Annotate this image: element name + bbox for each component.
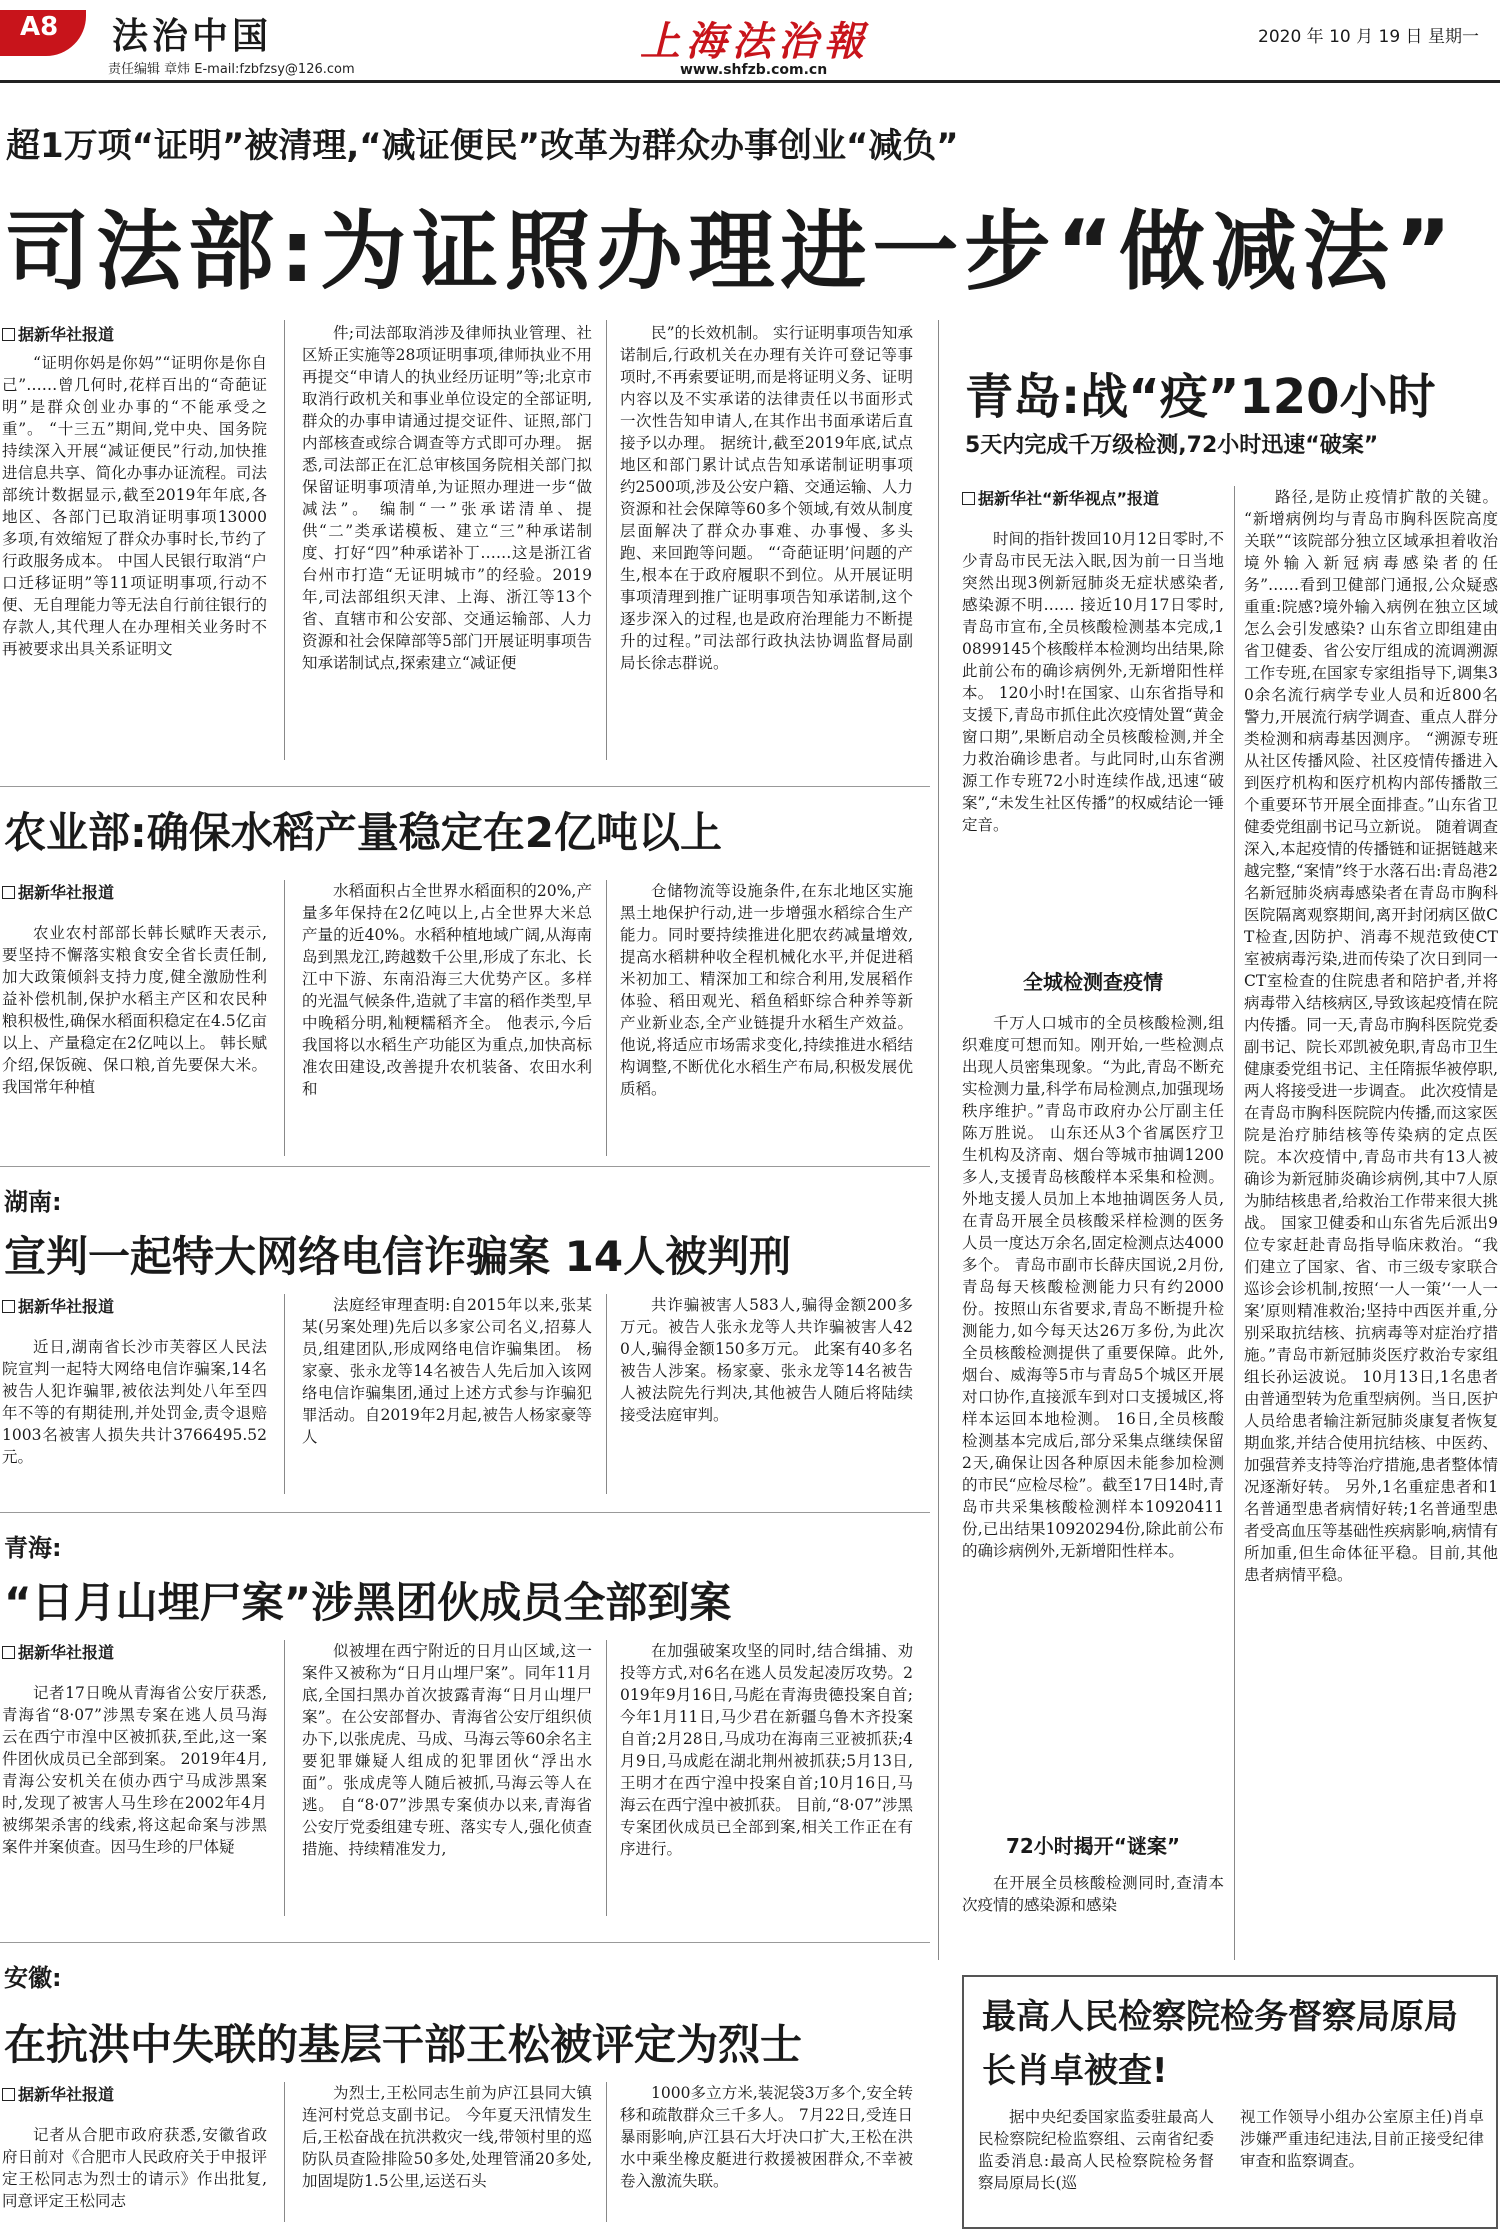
anhui-column-3: 1000多立方米,装泥袋3万多个,安全转移和疏散群众三千多人。 7月22日,受连日暴雨影响,庐江县石大圩决口扩大,王松在洪水中乘坐橡皮艇进行救援被困群众,不幸被卷入激流失联。 [620,2084,913,2190]
anhui-byline: 据新华社报道 [2,2082,114,2105]
anhui-column-1: 记者从合肥市政府获悉,安徽省政府日前对《合肥市人民政府关于申报评定王松同志为烈士的请示》作出批复,同意评定王松同志 [2,2126,267,2210]
hunan-column-3: 共诈骗被害人583人,骗得金额200多万元。被告人张永龙等人共诈骗被害人420人,骗得金额150多万元。 此案有40多名被告人涉案。杨家豪、张永龙等14名被告人被法院先行判决,其他被告人随后将陆续接受法庭审判。 [620,1296,913,1424]
lead-column-1: “证明你妈是你妈”“证明你是你自己”……曾几何时,花样百出的“奇葩证明”是群众创业办事的“不能承受之重”。 “十三五”期间,党中央、国务院持续深入开展“减证便民”行动,加快推进信息共享、简化办事办证流程。司法部统计数据显示,截至2019年年底,各地区、各部门已取消证明事项13000多项,有效缩短了群众办事时长,节约了行政服务成本。 中国人民银行取消“户口迁移证明”等11项证明事项,行动不便、无自理能力等无法自行前往银行的存款人,其代理人在办理相关业务时不再被要求出具关系证明文 [2,354,267,658]
lead-headline: 司法部:为证照办理进一步“做减法” [4,202,1458,302]
qinghai-column-3: 在加强破案攻坚的同时,结合缉捕、劝投等方式,对6名在逃人员发起凌厉攻势。2019年9月16日,马彪在青海贵德投案自首;今年1月11日,马少君在新疆乌鲁木齐投案自首;2月28日,马成功在海南三亚被抓获;4月9日,马成彪在湖北荆州被抓获;5月13日,王明才在西宁湟中投案自首;10月16日,马海云在西宁湟中被抓获。 目前,“8·07”涉黑专案团伙成员已全部到案,相关工作正在有序进行。 [620,1642,913,1858]
column-divider [284,320,285,760]
column-divider [284,1294,285,1494]
page-number-badge [0,2,70,54]
qingdao-byline: 据新华社“新华视点”报道 [962,486,1159,509]
qinghai-kicker: 青海: [4,1534,62,1562]
masthead-divider [0,80,1500,83]
editor-info: 责任编辑 章炜 E-mail:fzbfzsy@126.com [108,62,355,77]
column-divider [606,1640,607,1916]
section-divider [0,1512,930,1513]
anhui-headline: 在抗洪中失联的基层干部王松被评定为烈士 [4,2020,803,2069]
hunan-column-1: 近日,湖南省长沙市芙蓉区人民法院宣判一起特大网络电信诈骗案,14名被告人犯诈骗罪,被依法判处八年至四年不等的有期徒刑,并处罚金,责令退赔1003名被害人损失共计3766495.52元。 [2,1338,267,1466]
newspaper-logo: 上海法治報 [640,18,870,65]
lead-byline: 据新华社报道 [2,322,114,345]
qingdao-column-1c: 在开展全员核酸检测同时,查清本次疫情的感染源和感染 [962,1874,1224,1914]
brief-headline: 最高人民检察院检务督察局原局长肖卓被查! [982,1997,1458,2091]
qinghai-column-1: 记者17日晚从青海省公安厅获悉,青海省“8·07”涉黑专案在逃人员马海云在西宁市湟中区被抓获,至此,这一案件团伙成员已全部到案。 2019年4月,青海公安机关在侦办西宁马成涉黑案时,发现了被害人马生珍在2002年4月被绑架杀害的线索,将这起命案与涉黑案件并案侦查。因马生珍的尸体疑 [2,1684,267,1856]
brief-column-1: 据中央纪委国家监委驻最高人民检察院纪检监察组、云南省纪委监委消息:最高人民检察院检务督察局原局长(巡 [978,2108,1214,2192]
brief-column-2: 视工作领导小组办公室原主任)肖卓涉嫌严重违纪违法,目前正接受纪律审查和监察调查。 [1240,2108,1484,2170]
column-divider [606,2082,607,2222]
qingdao-column-2: 路径,是防止疫情扩散的关键。 “新增病例均与青岛市胸科医院高度关联”“该院部分独立区域承担着收治境外输入新冠病毒感染者的任务”……看到卫健部门通报,公众疑惑重重:院感?境外输入病例在独立区域怎么会引发感染? 山东省立即组建由省卫健委、省公安厅组成的流调溯源工作专班,在国家专家组指导下,调集30余名流行病学专业人员和近800名警力,开展流行病学调查、重点人群分类检测和病毒基因测序。 “溯源专班从社区传播风险、社区疫情传播进入到医疗机构和医疗机构内部传播散三个重要环节开展全面排查。”山东省卫健委党组副书记马立新说。 随着调查深入,本起疫情的传播链和证据链越来越完整,“案情”终于水落石出:青岛港2名新冠肺炎病毒感染者在青岛市胸科医院隔离观察期间,离开封闭病区做CT检查,因防护、消毒不规范致使CT室被病毒污染,进而传染了次日到同一CT室检查的住院患者和陪护者,并将病毒带入结核病区,导致该起疫情在院内传播。同一天,青岛市胸科医院党委副书记、院长邓凯被免职,青岛市卫生健康委党组书记、主任隋振华被停职,两人将接受进一步调查。 此次疫情是在青岛市胸科医院院内传播,而这家医院是治疗肺结核等传染病的定点医院。本次疫情中,青岛市共有13人被确诊为新冠肺炎确诊病例,其中7人原为肺结核患者,给救治工作带来很大挑战。 国家卫健委和山东省先后派出9位专家赶赴青岛指导临床救治。“我们建立了国家、省、市三级专家联合巡诊会诊机制,按照‘一人一策’‘一人一案’原则精准救治;坚持中西医并重,分别采取抗结核、抗病毒等对症治疗措施。”青岛市新冠肺炎医疗救治专家组组长孙运波说。 10月13日,1名患者由普通型转为危重型病例。当日,医护人员给患者输注新冠肺炎康复者恢复期血浆,并结合使用抗结核、中医药、加强营养支持等治疗措施,患者整体情况逐渐好转。 另外,1名重症患者和1名普通型患者病情好转;1名普通型患者受高血压等基础性疾病影响,病情有所加重,但生命体征平稳。目前,其他患者病情平稳。 [1244,488,1498,1584]
qingdao-headline: 青岛:战“疫”120小时 [965,369,1436,425]
qingdao-subtitle: 5天内完成千万级检测,72小时迅速“破案” [965,433,1379,458]
hunan-byline: 据新华社报道 [2,1294,114,1317]
agri-column-2: 水稻面积占全世界水稻面积的20%,产量多年保持在2亿吨以上,占全世界大米总产量的近40%。水稻种植地域广阔,从海南岛到黑龙江,跨越数千公里,形成了东北、长江中下游、东南沿海三大优势产区。多样的光温气候条件,造就了丰富的稻作类型,早中晚稻分明,籼粳糯稻齐全。 他表示,今后我国将以水稻生产功能区为重点,加快高标准农田建设,改善提升农机装备、农田水利和 [302,882,592,1098]
section-divider [0,1166,930,1167]
column-divider [606,880,607,1156]
anhui-column-2: 为烈士,王松同志生前为庐江县同大镇连河村党总支副书记。 今年夏天汛情发生后,王松奋战在抗洪救灾一线,带领村里的巡防队员查险排险50多处,处理管涌20多处,加固堤防1.5公里,运送石头 [302,2084,592,2190]
right-column-divider [938,320,939,1960]
hunan-headline: 宣判一起特大网络电信诈骗案 14人被判刑 [4,1232,792,1281]
qingdao-subhead-2: 72小时揭开“谜案” [1005,1834,1181,1858]
hunan-kicker: 湖南: [4,1188,62,1216]
qinghai-headline: “日月山埋尸案”涉黑团伙成员全部到案 [4,1578,732,1627]
section-divider [0,786,930,787]
qingdao-column-1b: 千万人口城市的全员核酸检测,组织难度可想而知。刚开始,一些检测点出现人员密集现象。“为此,青岛不断充实检测力量,科学布局检测点,加强现场秩序维护。”青岛市政府办公厅副主任陈万胜说。 山东还从3个省属医疗卫生机构及济南、烟台等城市抽调1200多人,支援青岛核酸样本采集和检测。外地支援人员加上本地抽调医务人员,在青岛开展全员核酸采样检测的医务人员一度达万余名,固定检测点达4000多个。 青岛市副市长薛庆国说,2月份,青岛每天核酸检测能力只有约2000份。按照山东省要求,青岛不断提升检测能力,如今每天达26万多份,为此次全员核酸检测提供了重要保障。此外,烟台、威海等5市与青岛5个城区开展对口协作,直接派车到对口支援城区,将样本运回本地检测。 16日,全员核酸检测基本完成后,部分采集点继续保留2天,确保让因各种原因未能参加检测的市民“应检尽检”。截至17日14时,青岛市共采集核酸检测样本10920411份,已出结果10920294份,除此前公布的确诊病例外,无新增阳性样本。 [962,1014,1224,1560]
qingdao-column-1a: 时间的指针拨回10月12日零时,不少青岛市民无法入眠,因为前一日当地突然出现3例新冠肺炎无症状感染者,感染源不明…… 接近10月17日零时,青岛市宣布,全员核酸检测基本完成,10899145个核酸样本检测均出结果,除此前公布的确诊病例外,无新增阳性样本。 120小时!在国家、山东省指导和支援下,青岛市抓住此次疫情处置“黄金窗口期”,果断启动全员核酸检测,并全力救治确诊患者。与此同时,山东省溯源工作专班72小时连续作战,迅速“破案”,“未发生社区传播”的权威结论一锤定音。 [962,530,1224,834]
lead-subtitle: 超1万项“证明”被清理,“减证便民”改革为群众办事创业“减负” [6,126,959,166]
section-title: 法治中国 [112,16,273,57]
agri-byline: 据新华社报道 [2,880,114,903]
column-divider [284,880,285,1156]
anhui-kicker: 安徽: [4,1964,62,1992]
qinghai-column-2: 似被埋在西宁附近的日月山区域,这一案件又被称为“日月山埋尸案”。同年11月底,全国扫黑办首次披露青海“日月山埋尸案”。在公安部督办、青海省公安厅组织侦办下,以张虎虎、马成、马海云等60余名主要犯罪嫌疑人组成的犯罪团伙“浮出水面”。张成虎等人随后被抓,马海云等人在逃。 自“8·07”涉黑专案侦办以来,青海省公安厅党委组建专班、落实专人,强化侦查措施、持续精准发力, [302,1642,592,1858]
lead-column-2: 件;司法部取消涉及律师执业管理、社区矫正实施等28项证明事项,律师执业不用再提交“申请人的执业经历证明”等;北京市取消行政机关和事业单位设定的全部证明,群众的办事申请通过提交证件、证照,部门内部核查或综合调查等方式即可办理。 据悉,司法部正在汇总审核国务院相关部门拟保留证明事项清单,为证照办理进一步“做减法”。 编制“一”张承诺清单、提供“二”类承诺模板、建立“三”种承诺制度、打好“四”种承诺补丁……这是浙江省台州市打造“无证明城市”的经验。2019年,司法部组织天津、上海、浙江等13个省、直辖市和公安部、交通运输部、人力资源和社会保障部等5部门开展证明事项告知承诺制试点,探索建立“减证便 [302,324,592,672]
agri-headline: 农业部:确保水稻产量稳定在2亿吨以上 [4,808,723,857]
lead-column-3: 民”的长效机制。 实行证明事项告知承诺制后,行政机关在办理有关许可登记等事项时,不再索要证明,而是将证明义务、证明内容以及不实承诺的法律责任以书面形式一次性告知申请人,在其作出书面承诺后直接予以办理。 据统计,截至2019年底,试点地区和部门累计试点告知承诺制证明事项约2500项,涉及公安户籍、交通运输、人力资源和社会保障等60多个领域,有效从制度层面解决了群众办事难、办事慢、多头跑、来回跑等问题。 “‘奇葩证明’问题的产生,根本在于政府履职不到位。从开展证明事项清理到推广证明事项告知承诺制,这个逐步深入的过程,也是政府治理能力不断提升的过程。”司法部行政执法协调监督局副局长徐志群说。 [620,324,913,672]
qinghai-byline: 据新华社报道 [2,1640,114,1663]
qingdao-subhead-1: 全城检测查疫情 [1023,970,1163,994]
column-divider [606,320,607,760]
column-divider [606,1294,607,1494]
column-divider [1234,486,1235,1960]
hunan-column-2: 法庭经审理查明:自2015年以来,张某某(另案处理)先后以多家公司名义,招募人员,组建团队,形成网络电信诈骗集团。 杨家豪、张永龙等14名被告人先后加入该网络电信诈骗集团,通过上述方式参与诈骗犯罪活动。自2019年2月起,被告人杨家豪等人 [302,1296,592,1446]
column-divider [284,2082,285,2222]
agri-column-3: 仓储物流等设施条件,在东北地区实施黑土地保护行动,进一步增强水稻综合生产能力。同时要持续推进化肥农药减量增效,提高水稻耕种收全程机械化水平,并促进稻米初加工、精深加工和综合利用,发展稻作体验、稻田观光、稻鱼稻虾综合种养等新产业新业态,全产业链提升水稻生产效益。他说,将适应市场需求变化,持续推进水稻结构调整,不断优化水稻生产布局,积极发展优质稻。 [620,882,913,1098]
agri-column-1: 农业农村部部长韩长赋昨天表示,要坚持不懈落实粮食安全省长责任制,加大政策倾斜支持力度,健全激励性利益补偿机制,保护水稻主产区和农民种粮积极性,确保水稻面积稳定在4.5亿亩以上、产量稳定在2亿吨以上。 韩长赋介绍,保饭碗、保口粮,首先要保大米。我国常年种植 [2,924,267,1096]
issue-date: 2020 年 10 月 19 日 星期一 [1258,27,1479,47]
website-link[interactable]: www.shfzb.com.cn [680,62,828,78]
section-divider [0,1942,930,1943]
column-divider [284,1640,285,1916]
page-number: A8 [20,12,59,42]
